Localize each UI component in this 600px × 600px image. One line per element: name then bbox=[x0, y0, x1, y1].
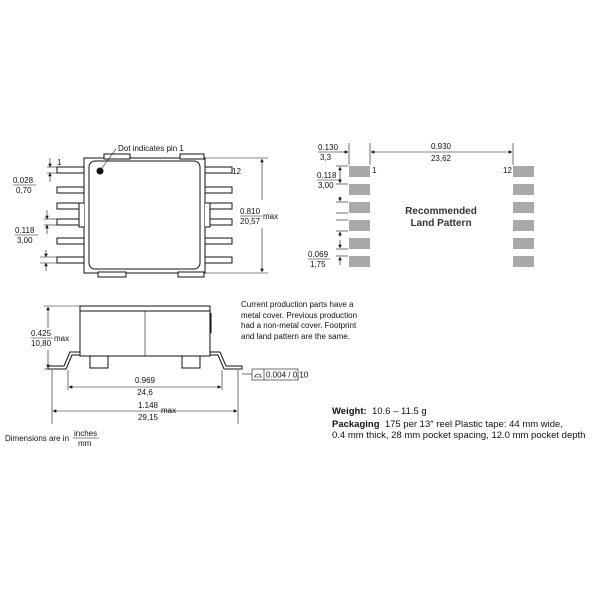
lead-width-dimension bbox=[15, 210, 57, 245]
land-pattern-title: Recommended bbox=[405, 206, 477, 217]
pin12-label: 12 bbox=[232, 167, 241, 176]
pad-gap-dimension bbox=[308, 196, 348, 269]
packaging-row bbox=[332, 419, 585, 430]
top-view bbox=[13, 144, 278, 277]
svg-text:Dimensions are in: Dimensions are in bbox=[5, 434, 70, 443]
weight-row bbox=[332, 406, 585, 417]
right-pads bbox=[513, 166, 534, 267]
units-note bbox=[5, 429, 99, 448]
top-height-dimension bbox=[205, 158, 278, 273]
svg-text:1.148: 1.148 bbox=[137, 401, 159, 410]
body-length-dimension bbox=[68, 370, 222, 397]
svg-text:10,80: 10,80 bbox=[31, 339, 52, 348]
svg-text:inches: inches bbox=[74, 429, 98, 438]
svg-text:0.004 / 0,10: 0.004 / 0,10 bbox=[266, 370, 309, 380]
specs-block bbox=[332, 406, 585, 441]
packaging-label: Packaging bbox=[332, 419, 380, 430]
land-pattern-subtitle: Land Pattern bbox=[410, 218, 472, 229]
svg-text:0,70: 0,70 bbox=[16, 186, 32, 195]
land-pin1-label: 1 bbox=[372, 166, 377, 175]
land-pattern bbox=[308, 142, 534, 269]
svg-text:max: max bbox=[54, 334, 70, 343]
svg-text:max: max bbox=[161, 406, 177, 415]
svg-text:0.028: 0.028 bbox=[13, 176, 34, 185]
svg-text:max: max bbox=[263, 212, 279, 221]
svg-text:1,75: 1,75 bbox=[310, 260, 326, 269]
weight-value: 10.6 – 11.5 g bbox=[371, 406, 427, 417]
cover-note-line: and land pattern are the same. bbox=[241, 331, 350, 341]
svg-text:24,6: 24,6 bbox=[137, 388, 153, 397]
top-cover bbox=[89, 161, 200, 269]
svg-text:0.969: 0.969 bbox=[134, 376, 156, 385]
land-pin12-label: 12 bbox=[503, 166, 512, 175]
pad-pitch-dimension bbox=[317, 166, 348, 190]
svg-text:mm: mm bbox=[78, 439, 92, 448]
pin1-note: Dot indicates pin 1 bbox=[118, 144, 184, 153]
pin-pitch-dimension bbox=[13, 158, 57, 195]
pad-span-dimension bbox=[371, 142, 513, 165]
svg-text:20,57: 20,57 bbox=[240, 217, 261, 226]
cover-note-line: Current production parts have a bbox=[241, 300, 354, 309]
svg-text:0.118: 0.118 bbox=[15, 226, 35, 235]
svg-text:3,00: 3,00 bbox=[17, 236, 33, 245]
svg-text:0.930: 0.930 bbox=[430, 142, 452, 151]
packaging-line2: 0.4 mm thick, 28 mm pocket spacing, 12.0 mm pocket depth bbox=[332, 430, 586, 441]
pin1-dot bbox=[97, 168, 104, 175]
side-height-dimension bbox=[31, 306, 80, 369]
svg-text:0.069: 0.069 bbox=[308, 250, 329, 259]
weight-label: Weight: bbox=[332, 406, 367, 417]
svg-text:29,15: 29,15 bbox=[137, 413, 159, 422]
pad-width-dimension bbox=[318, 143, 370, 165]
svg-text:0.118: 0.118 bbox=[317, 171, 337, 180]
coplanarity-callout bbox=[242, 369, 309, 380]
svg-text:0.810: 0.810 bbox=[240, 207, 261, 216]
coplanarity-icon bbox=[254, 374, 262, 377]
cover-note bbox=[241, 300, 357, 342]
svg-text:23,62: 23,62 bbox=[430, 154, 452, 163]
svg-text:0.130: 0.130 bbox=[318, 143, 339, 152]
pin1-label: 1 bbox=[57, 158, 62, 167]
cover-note-line: had a non-metal cover. Footprint bbox=[241, 321, 357, 330]
cover-note-line: metal cover. Previous production bbox=[241, 310, 358, 320]
packaging-line1: 175 per 13″ reel Plastic tape: 44 mm wide, bbox=[384, 419, 563, 430]
svg-text:3,3: 3,3 bbox=[320, 153, 332, 162]
svg-text:0.425: 0.425 bbox=[31, 329, 52, 338]
left-pads bbox=[349, 166, 370, 267]
svg-text:3,00: 3,00 bbox=[318, 181, 334, 190]
